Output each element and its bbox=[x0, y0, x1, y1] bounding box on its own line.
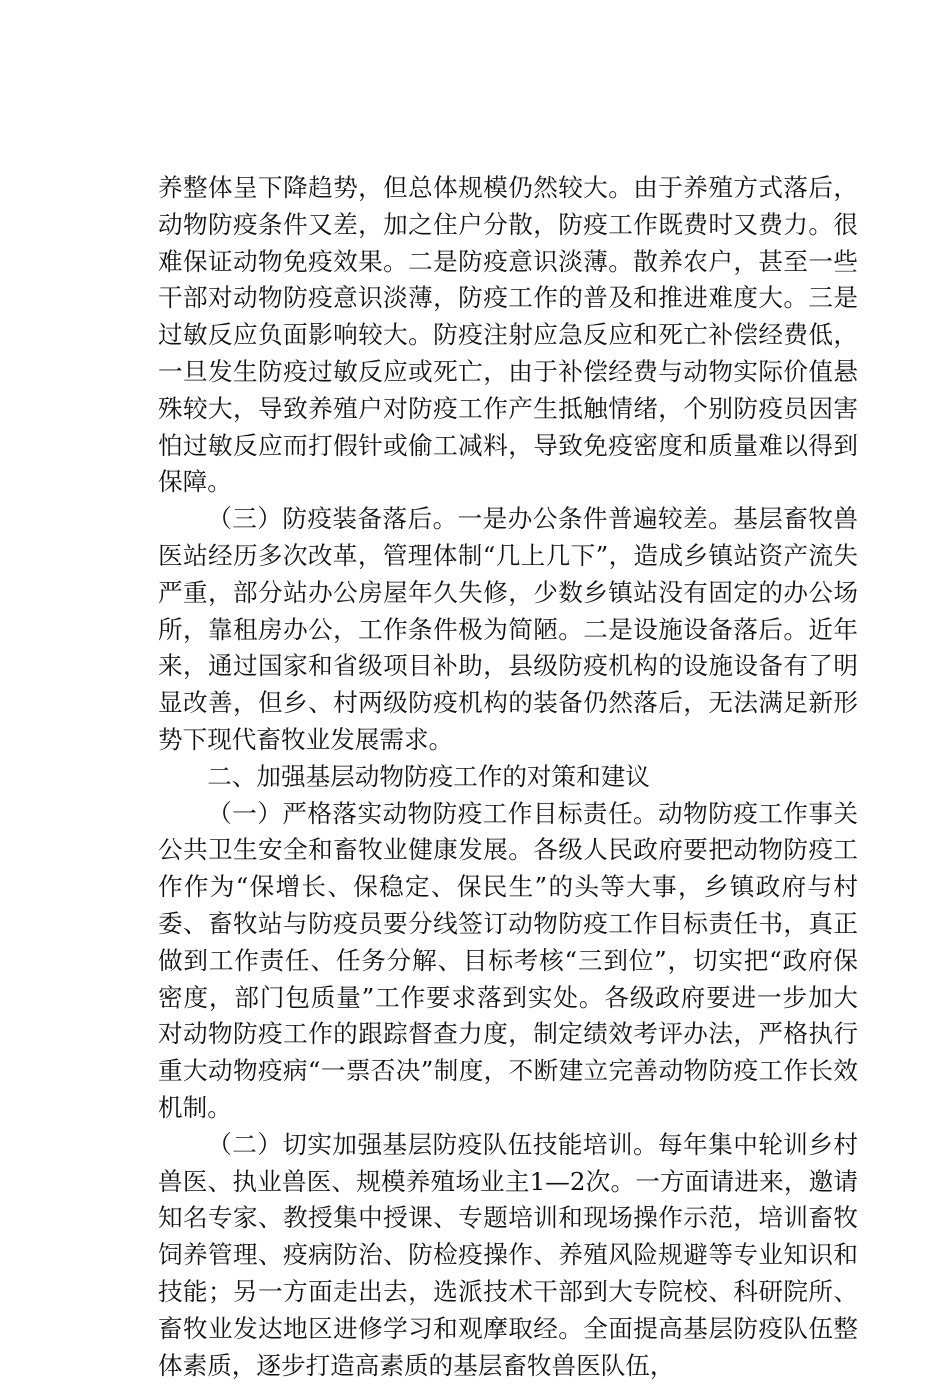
paragraph-equipment-backward: （三）防疫装备落后。一是办公条件普遍较差。基层畜牧兽医站经历多次改革，管理体制“几上几下”，造成乡镇站资产流失严重，部分站办公房屋年久失修，少数乡镇站没有固定的办公场所，靠租房办公，工作条件极为简陋。二是设施设备落后。近年来，通过国家和省级项目补助，县级防疫机构的设施设备有了明显改善，但乡、村两级防疫机构的装备仍然落后，无法满足新形势下现代畜牧业发展需求。 bbox=[158, 504, 858, 754]
document-body bbox=[158, 170, 858, 1384]
section-heading-countermeasures: 二、加强基层动物防疫工作的对策和建议 bbox=[207, 761, 650, 791]
paragraph-livestock-issues: 养整体呈下降趋势，但总体规模仍然较大。由于养殖方式落后，动物防疫条件又差，加之住户分散，防疫工作既费时又费力。很难保证动物免疫效果。二是防疫意识淡薄。散养农户，甚至一些干部对动物防疫意识淡薄，防疫工作的普及和推进难度大。三是过敏反应负面影响较大。防疫注射应急反应和死亡补偿经费低，一旦发生防疫过敏反应或死亡，由于补偿经费与动物实际价值悬殊较大，导致养殖户对防疫工作产生抵触情绪，个别防疫员因害怕过敏反应而打假针或偷工减料，导致免疫密度和质量难以得到保障。 bbox=[158, 173, 858, 497]
paragraph-skills-training: （二）切实加强基层防疫队伍技能培训。每年集中轮训乡村兽医、执业兽医、规模养殖场业主1—2次。一方面请进来，邀请知名专家、教授集中授课、专题培训和现场操作示范，培训畜牧饲养管理、疫病防治、防检疫操作、养殖风险规避等专业知识和技能；另一方面走出去，选派技术干部到大专院校、科研院所、畜牧业发达地区进修学习和观摩取经。全面提高基层防疫队伍整体素质，逐步打造高素质的基层畜牧兽医队伍， bbox=[158, 1129, 858, 1380]
paragraph-target-responsibility: （一）严格落实动物防疫工作目标责任。动物防疫工作事关公共卫生安全和畜牧业健康发展。各级人民政府要把动物防疫工作作为“保增长、保稳定、保民生”的头等大事，乡镇政府与村委、畜牧站与防疫员要分线签订动物防疫工作目标责任书，真正做到工作责任、任务分解、目标考核“三到位”，切实把“政府保密度，部门包质量”工作要求落到实处。各级政府要进一步加大对动物防疫工作的跟踪督查力度，制定绩效考评办法，严格执行重大动物疫病“一票否决”制度，不断建立完善动物防疫工作长效机制。 bbox=[158, 798, 858, 1122]
